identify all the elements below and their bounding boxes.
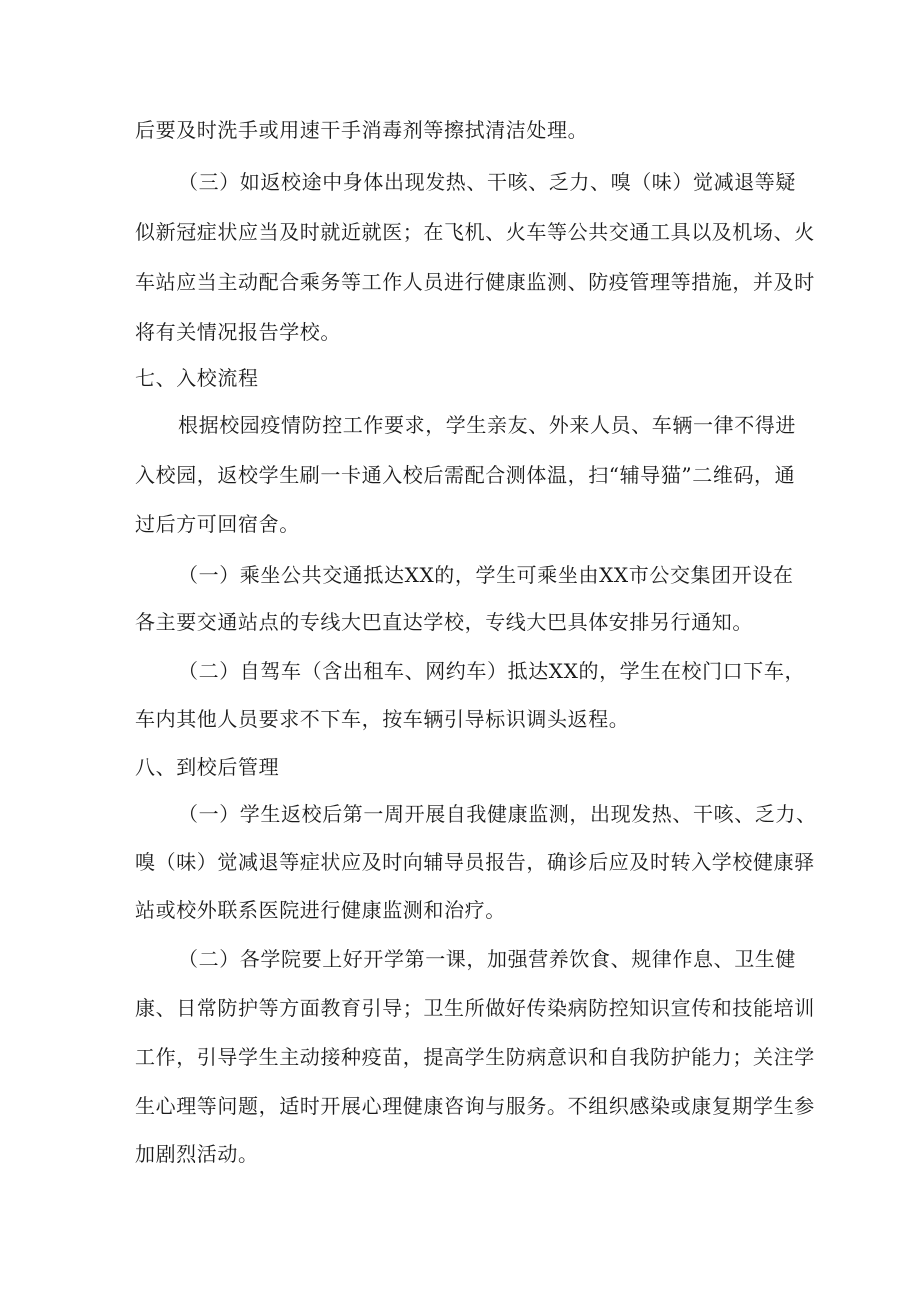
section-heading-8: 八、到校后管理 [135, 755, 280, 779]
paragraph-line: 站或校外联系医院进行健康监测和治疗。 [135, 898, 506, 922]
paragraph-line: 嗅（味）觉减退等症状应及时向辅导员报告，确诊后应及时转入学校健康驿 [135, 850, 815, 874]
paragraph-line: 车站应当主动配合乘务等工作人员进行健康监测、防疫管理等措施，并及时 [135, 270, 815, 294]
paragraph-line: 后要及时洗手或用速干手消毒剂等擦拭清洁处理。 [135, 118, 589, 142]
paragraph-line: 将有关情况报告学校。 [135, 320, 341, 344]
paragraph-line: 根据校园疫情防控工作要求，学生亲友、外来人员、车辆一律不得进 [178, 413, 796, 437]
paragraph-line: 似新冠症状应当及时就近就医；在飞机、火车等公共交通工具以及机场、火 [135, 220, 815, 244]
paragraph-line: （三）如返校途中身体出现发热、干咳、乏力、嗅（味）觉减退等疑 [178, 170, 796, 194]
paragraph-line: 入校园，返校学生刷一卡通入校后需配合测体温，扫“辅导猫”二维码，通 [135, 463, 796, 487]
section-heading-7: 七、入校流程 [135, 366, 259, 390]
paragraph-line: （一）乘坐公共交通抵达XX的，学生可乘坐由XX市公交集团开设在 [178, 563, 794, 587]
paragraph-line: 加剧烈活动。 [135, 1142, 259, 1166]
paragraph-line: 生心理等问题，适时开展心理健康咨询与服务。不组织感染或康复期学生参 [135, 1094, 815, 1118]
paragraph-line: 各主要交通站点的专线大巴直达学校，专线大巴具体安排另行通知。 [135, 610, 753, 634]
paragraph-line: 过后方可回宿舍。 [135, 512, 300, 536]
paragraph-line: （二）自驾车（含出租车、网约车）抵达XX的，学生在校门口下车， [178, 659, 806, 683]
paragraph-line: （二）各学院要上好开学第一课，加强营养饮食、规律作息、卫生健 [178, 947, 796, 971]
paragraph-line: （一）学生返校后第一周开展自我健康监测，出现发热、干咳、乏力、 [178, 802, 817, 826]
paragraph-line: 车内其他人员要求不下车，按车辆引导标识调头返程。 [135, 707, 630, 731]
paragraph-line: 康、日常防护等方面教育引导；卫生所做好传染病防控知识宣传和技能培训 [135, 996, 815, 1020]
paragraph-line: 工作，引导学生主动接种疫苗，提高学生防病意识和自我防护能力；关注学 [135, 1045, 815, 1069]
